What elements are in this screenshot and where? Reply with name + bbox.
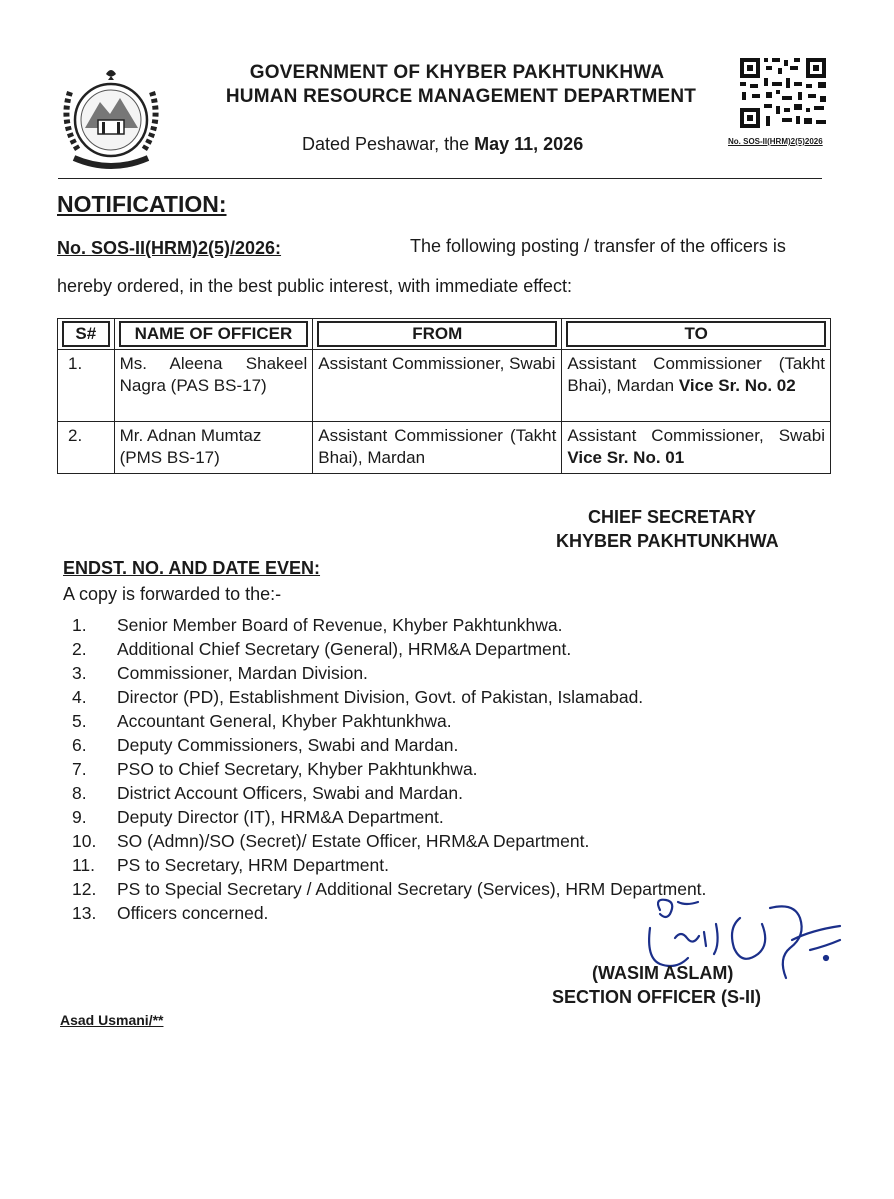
list-item-text: District Account Officers, Swabi and Mardan. <box>117 783 463 803</box>
list-item-number: 12. <box>72 879 97 899</box>
list-item-text: PS to Special Secretary / Additional Secretary (Services), HRM Department. <box>117 879 707 899</box>
list-item-number: 2. <box>72 639 87 659</box>
table-header-row <box>58 319 831 350</box>
list-item <box>72 733 832 757</box>
table-row <box>58 350 831 422</box>
cell-sno: 2. <box>58 422 115 474</box>
cell-from: Assistant Commissioner (Takht Bhai), Mardan <box>313 422 562 474</box>
cell-from: Assistant Commissioner, Swabi <box>313 350 562 422</box>
list-item-number: 10. <box>72 831 97 851</box>
list-item <box>72 781 832 805</box>
list-item-text: Senior Member Board of Revenue, Khyber Pakhtunkhwa. <box>117 615 563 635</box>
department-name: HUMAN RESOURCE MANAGEMENT DEPARTMENT <box>225 86 697 107</box>
notification-text-line1: The following posting / transfer of the officers is <box>410 236 786 256</box>
list-item <box>72 613 832 637</box>
chief-secretary-province: KHYBER PAKHTUNKHWA <box>556 531 779 551</box>
qr-caption: No. SOS-II(HRM)2(5)2026 <box>728 137 823 146</box>
cell-to-ref: Vice Sr. No. 02 <box>678 376 796 395</box>
list-item-text: Director (PD), Establishment Division, Govt. of Pakistan, Islamabad. <box>117 687 644 707</box>
list-item-number: 11. <box>72 855 96 875</box>
notification-number: No. SOS-II(HRM)2(5)/2026: <box>57 238 282 258</box>
list-item <box>72 709 832 733</box>
notification-text-line2: hereby ordered, in the best public interest, with immediate effect: <box>57 276 572 296</box>
signer-name: (WASIM ASLAM) <box>592 963 734 983</box>
cell-to <box>562 350 831 422</box>
list-item-text: Officers concerned. <box>117 903 269 923</box>
notification-title: NOTIFICATION: <box>57 191 227 217</box>
list-item-text: SO (Admn)/SO (Secret)/ Estate Officer, HRM&A Department. <box>117 831 590 851</box>
list-item-number: 5. <box>72 711 87 731</box>
dated-line <box>302 134 583 155</box>
header-sno: S# <box>62 321 110 347</box>
list-item-number: 1. <box>72 615 87 635</box>
dated-prefix: Dated Peshawar, the <box>302 134 475 154</box>
posting-table <box>57 318 831 474</box>
list-item <box>72 853 832 877</box>
header-from: FROM <box>317 321 557 347</box>
list-item-text: PSO to Chief Secretary, Khyber Pakhtunkhwa. <box>117 759 478 779</box>
list-item-text: Commissioner, Mardan Division. <box>117 663 368 683</box>
list-item-text: Deputy Commissioners, Swabi and Mardan. <box>117 735 459 755</box>
list-item <box>72 637 832 661</box>
list-item-number: 8. <box>72 783 87 803</box>
table-row <box>58 422 831 474</box>
prepared-by-initials: Asad Usmani/** <box>60 1012 164 1028</box>
list-item-text: Accountant General, Khyber Pakhtunkhwa. <box>117 711 452 731</box>
list-item-number: 3. <box>72 663 87 683</box>
cell-to-text: Assistant Commissioner, Swabi <box>567 426 825 445</box>
list-item <box>72 661 832 685</box>
list-item-number: 4. <box>72 687 87 707</box>
list-item <box>72 805 832 829</box>
list-item-text: Additional Chief Secretary (General), HRM&A Department. <box>117 639 572 659</box>
list-item-number: 13. <box>72 903 97 923</box>
header-to: TO <box>566 321 826 347</box>
cell-sno: 1. <box>58 350 115 422</box>
chief-secretary-title: CHIEF SECRETARY <box>588 507 757 527</box>
signer-title: SECTION OFFICER (S-II) <box>552 987 761 1007</box>
list-item-text: PS to Secretary, HRM Department. <box>117 855 389 875</box>
header-name: NAME OF OFFICER <box>119 321 309 347</box>
endorsement-title: ENDST. NO. AND DATE EVEN: <box>63 558 321 578</box>
list-item <box>72 829 832 853</box>
distribution-list <box>72 613 832 925</box>
qr-code-icon <box>738 56 828 130</box>
list-item-number: 9. <box>72 807 87 827</box>
list-item <box>72 757 832 781</box>
cell-to-ref: Vice Sr. No. 01 <box>567 448 685 467</box>
government-name: GOVERNMENT OF KHYBER PAKHTUNKHWA <box>249 62 665 83</box>
cell-to-text: Assistant Commissioner (Takht Bhai), Mardan <box>567 354 825 395</box>
list-item-text: Deputy Director (IT), HRM&A Department. <box>117 807 444 827</box>
list-item-number: 7. <box>72 759 87 779</box>
list-item <box>72 685 832 709</box>
cell-name: Mr. Adnan Mumtaz (PMS BS-17) <box>114 422 313 474</box>
cell-to <box>562 422 831 474</box>
cell-name: Ms. Aleena Shakeel Nagra (PAS BS-17) <box>114 350 313 422</box>
endorsement-intro: A copy is forwarded to the:- <box>63 584 282 604</box>
dated-date: May 11, 2026 <box>474 134 584 154</box>
header-divider <box>58 178 822 179</box>
list-item-number: 6. <box>72 735 87 755</box>
